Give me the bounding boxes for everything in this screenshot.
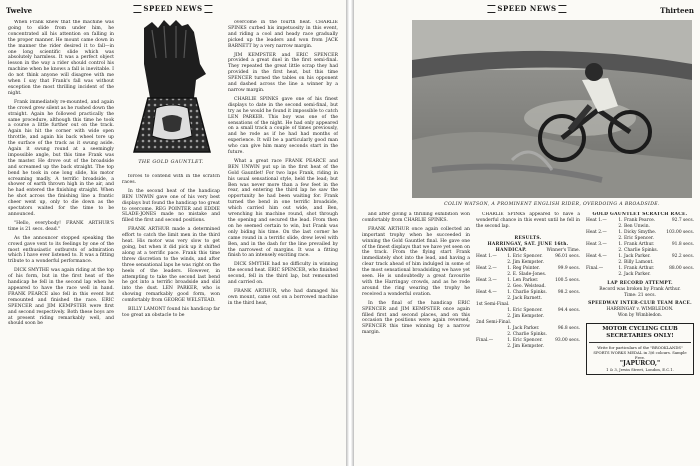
paragraph: What a great race FRANK PEARCE and BEN UNWIN put up in the first heat of the Gold Gauntlet! For two laps Frank, riding in his usual sensational style, held the lead; but Ben was never more than a few feet in the rear, and entering the third lap he saw the opportunity he had been waiting for. Frank turned the bend in one terrific broadside, which carried him out wide, and Ben, wrenching his machine round, shot through the opening and secured the lead. From then on he seemed certain to win, but Frank was only biding his time. On the last corner he came round in a terrific slide, drew level with Ben, and in the dash for the line prevailed by the narrowest of margins. It was a fitting finish to an intensely exciting race. (228, 158, 338, 259)
results-column (476, 212, 580, 464)
result-rider: 2. Jim Kempster. (507, 260, 544, 265)
paragraph: "Hello, everybody! FRANK ARTHUR'S time is 21 secs. dead." (8, 220, 114, 232)
paragraph: DICK SMYTHE had no difficulty in winning the second heat. ERIC SPENCER, who finished second, fell in the third lap, but remounted and carried on. (228, 262, 338, 286)
result-time: 91.8 secs. (671, 242, 694, 247)
paragraph: In the final of the handicap ERIC SPENCER and JIM KEMPSTER once again filled first and second places, and on this occasion the positions were again reversed, SPENCER this time winning by a narrow margin. (362, 300, 470, 336)
result-rider: 1. Frank Pearce. (618, 218, 656, 223)
result-time: 98.2 secs. (557, 290, 580, 295)
gauntlet-title: GOLD GAUNTLET SCRATCH RACE. (592, 212, 688, 217)
results-subheader: HANDICAP. Winner's Time. (495, 248, 580, 253)
result-rider: 1. Charlie Spinks. (507, 290, 547, 295)
result-rider: 2. Charlie Spinks. (507, 332, 547, 337)
gauntlet-table (586, 218, 694, 278)
gauntlet-column (586, 212, 694, 464)
paragraph: DICK SMYTHE was again riding at the top of his form, but in the first heat of the handicap he fell in the second lap when he appeared to have the race well in hand. FRANK PEARCE also fell in this event but remounted and finished the race. ERIC SPENCER and JIM KEMPSTER were first and second respectively. Both these boys are at present riding remarkably well, and should soon be (8, 268, 114, 327)
record-text: Record was broken by Frank Arthur. (599, 287, 681, 292)
paragraph: In the second heat of the handicap BEN UNWIN gave one of his very best displays but found the handicap too great to overcome. REG POINTER and EDDIE SLADE-JONES made no mistake and filled the first and second positions. (122, 188, 220, 224)
paragraph: FRANK ARTHUR, who had damaged his own mount, came out on a borrowed machine in the third heat, (228, 288, 338, 306)
result-rider: 2. Jim Kempster. (507, 314, 544, 319)
result-heat: Heat 1.— (476, 254, 497, 259)
result-heat: 2nd Semi-Final. (476, 320, 512, 325)
wing-icon (559, 5, 567, 13)
article-column-3 (228, 20, 338, 464)
results-meeting: HARRINGAY, SAT. JUNE 16th. (487, 242, 569, 247)
paragraph: BILLY LAMONT found his handicap far too great an obstacle to be (122, 307, 220, 318)
article-column-1 (8, 20, 114, 464)
result-rider: 2. Geo. Welstead. (507, 284, 546, 289)
result-heat: Heat 4.— (476, 290, 497, 295)
team-race-title: SPEEDWAY INTER-CLUB TEAM RACE. (588, 301, 692, 306)
paragraph: forces to contend with in the scratch races. (122, 174, 220, 185)
table-row (586, 272, 694, 278)
result-time: 99.9 secs. (557, 266, 580, 271)
masthead: SPEED NEWS (485, 4, 568, 13)
result-heat: Heat 1.— (586, 218, 607, 223)
advert-brand: "JAPURCO," (619, 360, 661, 367)
result-heat: Final.— (476, 338, 494, 343)
paragraph: FRANK ARTHUR once again collected an important trophy when he succeeded in winning the Gold Gauntlet final. He gave one of the finest displays that we have yet seen on the track. From the flying start Frank immediately shot into the lead, and having a clear track ahead of him indulged in some of the most sensational broadsiding we have yet seen. He is undoubtedly a great favourite with the Harringay crowds, and as he rode around the ring wearing the trophy he received a wonderful ovation. (362, 226, 470, 297)
gold-gauntlet-image (122, 18, 220, 156)
paragraph: When Frank knew that the machine was going to slide from under him, he concentrated all his attention on falling in the proper manner. He mount came down in the manner the rider desired it to fall—in one long scientific slide which was absolutely harmless. It was a perfect object lesson in the way a rider should control his machine when he knows a fall is inevitable. I do not think anyone will disagree with me when I say that Frank's fall was without exception the most thrilling incident of the night. (8, 20, 114, 96)
result-rider: 1. Jack Parker. (507, 326, 540, 331)
result-time: 88.00 secs. (669, 266, 694, 271)
advert-line-2: SECRETARIES ONLY! (606, 333, 674, 339)
result-rider: 2. Jack Barnett. (507, 296, 542, 301)
result-rider: 1. Frank Arthur. (618, 266, 655, 271)
result-rider: 2. Ben Unwin. (618, 224, 650, 229)
result-rider: 2. Billy Lamont. (618, 260, 654, 265)
right-article-column (362, 212, 470, 464)
result-time: 103.00 secs. (666, 230, 694, 235)
right-page (354, 0, 700, 466)
result-rider: 2. Charlie Spinks. (618, 248, 659, 253)
result-heat (586, 272, 618, 278)
paragraph: As the announcer stopped speaking the crowd gave vent to its feelings by one of the most enthusiastic outbursts of admiration which I have ever listened to. It was a fitting tribute to a wonderful performance. (8, 235, 114, 265)
result-time: 92.7 secs. (671, 218, 694, 223)
paragraph: CHARLIE SPINKS appeared to have a wonderful chance in this event until he fell in the second lap. (476, 212, 580, 229)
result-time: 92.2 secs. (671, 254, 694, 259)
result-heat (476, 344, 507, 350)
advert-line-1: MOTOR CYCLING CLUB (602, 326, 678, 332)
paragraph: overcome in the fourth heat. CHARLIE SPINKS curbed his impetuosity in this event, and riding a cool and heady race gradually picked up the leaders and won from JACK BARNETT by a very narrow margin. (228, 20, 338, 49)
result-time: 93.00 secs. (555, 338, 580, 343)
team-race-text: HARRINGAY v. WIMBLEDON. (606, 307, 674, 312)
result-rider: 1. Eric Spencer. (507, 254, 543, 259)
results-table (476, 254, 580, 350)
result-rider: 1. Dicky Smythe. (618, 230, 657, 235)
race-photo (412, 20, 692, 198)
result-time: 94.4 secs. (557, 308, 580, 313)
paragraph: FRANK ARTHUR made a determined effort to catch the limit men in the third heat. His motor was very slow to get going, but when it did pick up it shifted along at a terrific pace. Frank this time threw discretion to the winds, and after three sensational laps he was right on the heels of the leaders. However, in attempting to take the second last bend he got into a terrific broadside and slid into the dust. LEN PARKER, who is showing remarkably good form, won comfortably from GEORGE WELSTEAD. (122, 227, 220, 304)
left-page (0, 0, 346, 466)
result-time: 96.8 secs. (557, 326, 580, 331)
result-rider: 2. E. Slade-Jones. (507, 272, 547, 277)
wing-icon (487, 5, 495, 13)
result-heat: Heat 3.— (586, 242, 607, 247)
page-gutter (346, 0, 354, 466)
divider (589, 342, 691, 343)
advert-box (586, 323, 694, 375)
result-rider: 1. Eric Spencer. (507, 308, 543, 313)
result-heat: 1st Semi-Final. (476, 302, 510, 307)
table-row (476, 344, 580, 350)
page-number: Thirteen (660, 6, 694, 15)
right-header (360, 4, 694, 18)
record-time: Time: 21 secs. (624, 293, 656, 298)
results-title: RESULTS. (514, 236, 542, 241)
result-heat: Heat 2.— (586, 230, 607, 235)
result-rider: 1. Reg Pointer. (507, 266, 540, 271)
paragraph: CHARLIE SPINKS gave one of his finest displays to date in the second semi-final, but try as he would he found it impossible to catch LEN PARKER. This boy was one of the sensations of the night. He had only appeared on a small track a couple of times previously, and he rode as if he had had months of experience. It will be a particularly good man who can give him many seconds start in the future. (228, 96, 338, 156)
advert-line-3: Write for particulars of the "BROOKLANDS" SPORTS WORKS MEDAL in 3/6 colours. Sample Free. (593, 345, 687, 360)
record-title: LAP RECORD ATTEMPT. (607, 281, 673, 286)
result-time: 100.5 secs. (555, 278, 580, 283)
result-heat: Heat 4.— (586, 254, 607, 259)
paragraph: JIM KEMPSTER and ERIC SPENCER provided a great duel in the first semi-final. They repeated the great little scrap they had provided in the first heat, but this time SPENCER turned the tables on his opponent and dashed across the line a winner by a narrow margin. (228, 52, 338, 93)
masthead: SPEED NEWS (131, 4, 214, 13)
article-column-2 (122, 174, 220, 464)
result-heat: Final.— (586, 266, 604, 271)
result-rider: 1. Jack Parker. (618, 254, 651, 259)
wing-icon (205, 5, 213, 13)
result-rider: 1. Frank Arthur. (618, 242, 655, 247)
result-heat: Heat 2.— (476, 266, 497, 271)
glove-caption: THE GOLD GAUNTLET. (138, 160, 204, 165)
result-rider: 2. Eric Spencer. (618, 236, 654, 241)
result-rider: 2. Jim Kempster. (507, 344, 544, 349)
advert-address: 1 & 3, Jewin Street, London, E.C.1. (606, 367, 674, 372)
result-rider: 1. Len Parker. (507, 278, 539, 283)
left-header (6, 4, 340, 18)
result-time: 96.01 secs. (555, 254, 580, 259)
page-number: Twelve (6, 6, 33, 15)
wing-icon (133, 5, 141, 13)
result-rider: 2. Jack Parker. (618, 272, 651, 277)
paragraph: Frank immediately re-mounted, and again the crowd grew silent as he rushed down the straight. Again he followed practically the same procedure, although this time he took a course a little further out on the track. Again his hit the corner with wide open throttle, and again his back wheel tore up the surface of the track as it swung aside. Again it swung round at a seemingly impossible angle, but this time Frank was the master. He drove out of the broadside and screamed up the back straight. The top bend he took in one long slide, his motor screaming madly. A terrific broadside, a shower of earth thrown high in the air, and he had entered the finishing straight. When he shot across the finishing line a frantic cheer went up, only to die down as the spectators waited for the time to be announced. (8, 99, 114, 217)
photo-caption: COLIN WATSON, A PROMINENT ENGLISH RIDER, OVERDOING A BROADSIDE. (444, 202, 660, 207)
result-heat: Heat 3.— (476, 278, 497, 283)
paragraph: and after giving a thrilling exhibition won comfortably from CHARLIE SPINKS. (362, 212, 470, 223)
team-race-result: Won by Wimbledon. (617, 313, 663, 318)
result-rider: 1. Eric Spencer. (507, 338, 543, 343)
